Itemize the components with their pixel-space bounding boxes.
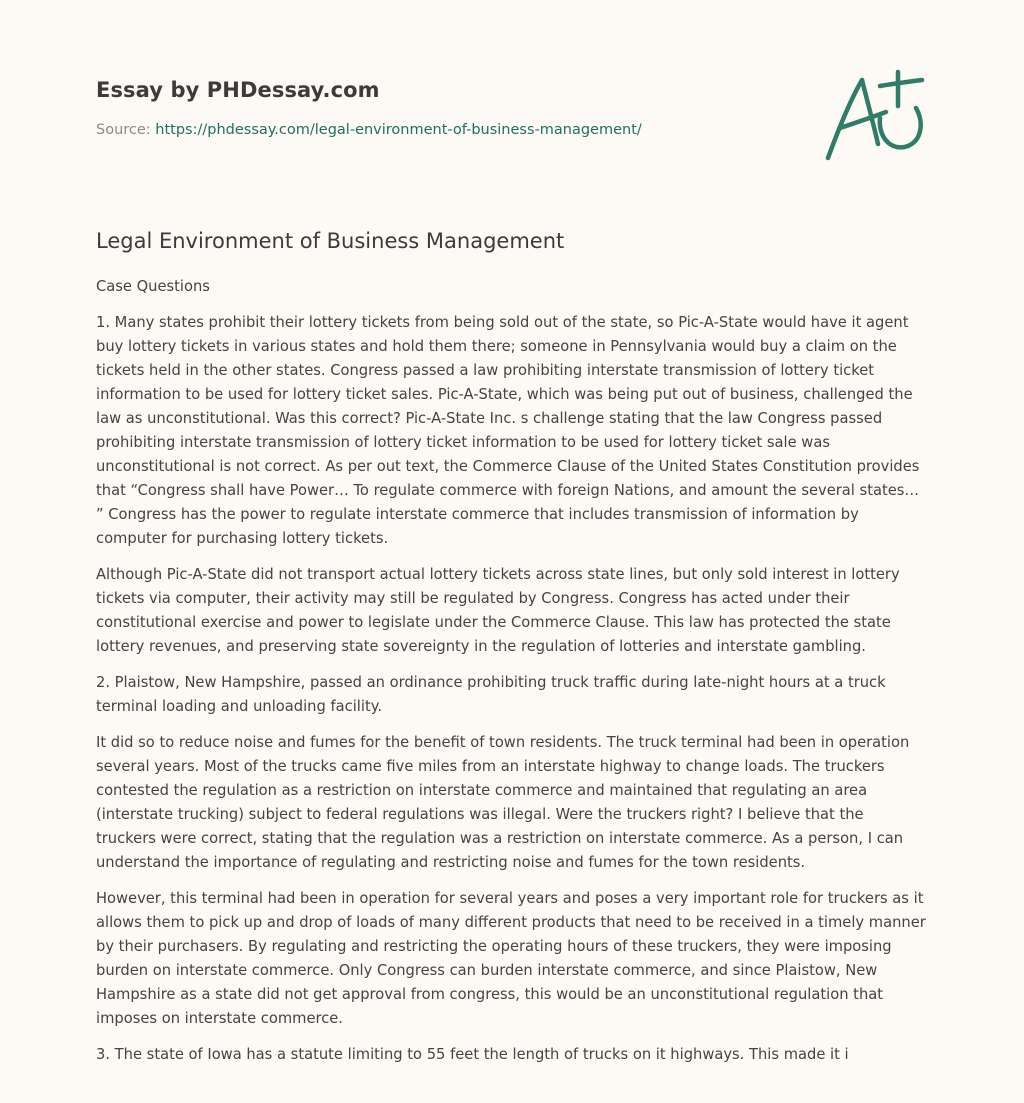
essay-paragraph: However, this terminal had been in operation for several years and poses a very important role for truckers as it allows them to pick up and drop of loads of many different products that need to be received in a timely manner by their purchasers. By regulating and restricting the operating hours of these truckers, they were imposing burden on interstate commerce. Only Congress can burden interstate commerce, and since Plaistow, New Hampshire as a state did not get approval from congress, this would be an unconstitutional regulation that imposes on interstate commerce. <box>96 890 926 1027</box>
site-title: Essay by PHDessay.com <box>96 78 380 102</box>
source-label: Source: <box>96 122 151 138</box>
essay-paragraph: 3. The state of Iowa has a statute limiting to 55 feet the length of trucks on it highways. This made it i <box>96 1046 849 1063</box>
document-title: Legal Environment of Business Management <box>96 229 565 253</box>
source-line <box>96 120 716 140</box>
essay-paragraph: 1. Many states prohibit their lottery tickets from being sold out of the state, so Pic-A-State would have it agent buy lottery tickets in various states and hold them there; someone in Pennsylvania would buy a claim on the tickets held in the other states. Congress passed a law prohibiting interstate transmission of lottery ticket information to be used for lottery ticket sales. Pic-A-State, which was being put out of business, challenged the law as unconstitutional. Was this correct? Pic-A-State Inc. s challenge stating that the law Congress passed prohibiting interstate transmission of lottery ticket information to be used for lottery ticket sale was unconstitutional is not correct. As per out text, the Commerce Clause of the United States Constitution provides that “Congress shall have Power… To regulate commerce with foreign Nations, and amount the several states… ” Congress has the power to regulate interstate commerce that includes transmission of information by computer for purchasing lottery tickets. <box>96 314 920 547</box>
essay-content <box>96 275 928 1103</box>
source-link[interactable]: https://phdessay.com/legal-environment-of-business-management/ <box>155 122 642 138</box>
a-plus-grade-icon <box>822 66 930 166</box>
page-header <box>96 76 716 140</box>
essay-paragraph: It did so to reduce noise and fumes for the benefit of town residents. The truck terminal had been in operation several years. Most of the trucks came five miles from an interstate highway to change loads. The truckers contested the regulation as a restriction on interstate commerce and maintained that regulating an area (interstate trucking) subject to federal regulations was illegal. Were the truckers right? I believe that the truckers were correct, stating that the regulation was a restriction on interstate commerce. As a person, I can understand the importance of regulating and restricting noise and fumes for the town residents. <box>96 734 910 871</box>
case-questions-subheading: Case Questions <box>96 278 210 295</box>
essay-paragraph: 2. Plaistow, New Hampshire, passed an ordinance prohibiting truck traffic during late-night hours at a truck terminal loading and unloading facility. <box>96 674 886 715</box>
essay-paragraph: Although Pic-A-State did not transport actual lottery tickets across state lines, but only sold interest in lottery tickets via computer, their activity may still be regulated by Congress. Congress has acted under their constitutional exercise and power to legislate under the Commerce Clause. This law has protected the state lottery revenues, and preserving state sovereignty in the regulation of lotteries and interstate gambling. <box>96 566 900 655</box>
